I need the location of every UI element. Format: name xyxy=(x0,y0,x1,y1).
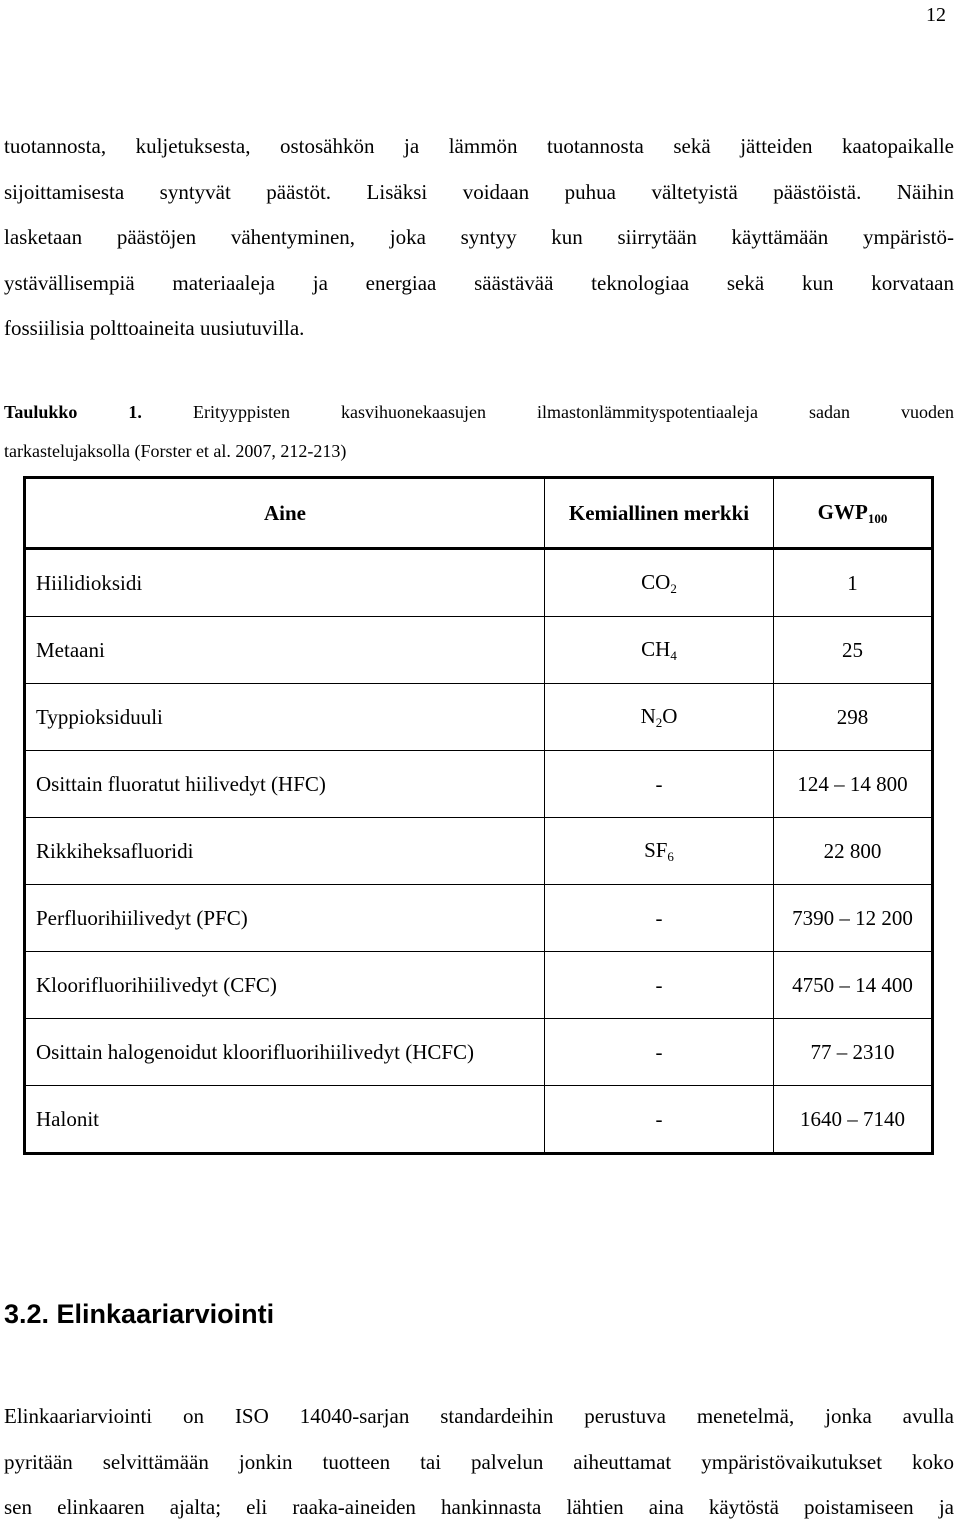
table-row xyxy=(25,751,933,818)
cell-gwp: 1640 – 7140 xyxy=(774,1086,933,1154)
cell-gwp: 25 xyxy=(774,617,933,684)
formula-base: CH xyxy=(641,636,671,661)
table-row xyxy=(25,617,933,684)
lca-line: Elinkaariarviointi on ISO 14040-sarjan standardeihin perustuva menetelmä, jonka avulla xyxy=(4,1404,954,1428)
table-row xyxy=(25,818,933,885)
section-heading: 3.2. Elinkaariarviointi xyxy=(4,1299,275,1329)
table-header-row xyxy=(25,478,933,549)
caption-text: Erityyppisten kasvihuonekaasujen ilmastonlämmityspotentiaaleja sadan vuoden xyxy=(192,402,954,422)
cell-substance: Kloorifluorihiilivedyt (CFC) xyxy=(25,952,545,1019)
caption-line-1 xyxy=(4,393,954,432)
page-number: 12 xyxy=(926,4,946,26)
cell-formula xyxy=(545,549,774,617)
intro-line: tuotannosta, kuljetuksesta, ostosähkön ja lämmön tuotannosta sekä jätteiden kaatopaikalle xyxy=(4,134,954,158)
cell-formula xyxy=(545,818,774,885)
cell-substance: Osittain halogenoidut kloorifluorihiilivedyt (HCFC) xyxy=(25,1019,545,1086)
header-gwp xyxy=(774,478,933,549)
caption-label: Taulukko 1. xyxy=(4,402,142,422)
cell-gwp: 124 – 14 800 xyxy=(774,751,933,818)
formula-base: - xyxy=(655,905,663,930)
formula-base: SF xyxy=(644,837,668,862)
formula-subscript: 4 xyxy=(670,647,677,663)
formula-subscript: 6 xyxy=(667,848,674,864)
cell-substance: Osittain fluoratut hiilivedyt (HFC) xyxy=(25,751,545,818)
formula-subscript: 2 xyxy=(670,580,677,596)
intro-paragraph xyxy=(4,124,954,352)
cell-gwp: 7390 – 12 200 xyxy=(774,885,933,952)
header-name: Aine xyxy=(25,478,545,549)
lca-line: pyritään selvittämään jonkin tuotteen tai palvelun aiheuttamat ympäristövaikutukset koko xyxy=(4,1449,954,1474)
formula-base: - xyxy=(655,972,663,997)
caption-line-2: tarkastelujaksolla (Forster et al. 2007, 212-213) xyxy=(4,441,347,461)
table-row xyxy=(25,952,933,1019)
table-body xyxy=(25,549,933,1154)
gwp-table xyxy=(23,476,934,1155)
cell-gwp: 77 – 2310 xyxy=(774,1019,933,1086)
table-row xyxy=(25,1086,933,1154)
intro-line: ystävällisempiä materiaaleja ja energiaa säästävää teknologiaa sekä kun korvataan xyxy=(4,270,954,295)
formula-base: - xyxy=(655,771,663,796)
intro-line: sijoittamisesta syntyvät päästöt. Lisäksi voidaan puhua vältetyistä päästöistä. Näihin xyxy=(4,179,954,204)
formula-subscript: 2 xyxy=(655,714,663,730)
header-gwp-sub: 100 xyxy=(867,510,888,526)
table-row xyxy=(25,885,933,952)
header-gwp-label: GWP xyxy=(817,499,868,524)
cell-formula xyxy=(545,684,774,751)
cell-substance: Rikkiheksafluoridi xyxy=(25,818,545,885)
formula-base: - xyxy=(655,1106,663,1131)
intro-line: fossiilisia polttoaineita uusiutuvilla. xyxy=(4,316,305,340)
formula-base: N xyxy=(640,703,656,728)
cell-formula xyxy=(545,751,774,818)
cell-formula xyxy=(545,617,774,684)
cell-gwp: 1 xyxy=(774,549,933,617)
lca-paragraph xyxy=(4,1394,954,1531)
cell-substance: Perfluorihiilivedyt (PFC) xyxy=(25,885,545,952)
cell-formula xyxy=(545,1086,774,1154)
cell-substance: Halonit xyxy=(25,1086,545,1154)
lca-line: sen elinkaaren ajalta; eli raaka-aineiden hankinnasta lähtien aina käytöstä poistamiseen ja xyxy=(4,1495,954,1519)
cell-gwp: 22 800 xyxy=(774,818,933,885)
cell-formula xyxy=(545,952,774,1019)
cell-gwp: 4750 – 14 400 xyxy=(774,952,933,1019)
formula-base: CO xyxy=(641,569,671,594)
table-row xyxy=(25,684,933,751)
table-caption xyxy=(4,393,954,471)
table-row xyxy=(25,549,933,617)
table-row xyxy=(25,1019,933,1086)
cell-formula xyxy=(545,1019,774,1086)
cell-substance: Metaani xyxy=(25,617,545,684)
cell-gwp: 298 xyxy=(774,684,933,751)
header-formula: Kemiallinen merkki xyxy=(545,478,774,549)
cell-substance: Hiilidioksidi xyxy=(25,549,545,617)
cell-formula xyxy=(545,885,774,952)
cell-substance: Typpioksiduuli xyxy=(25,684,545,751)
formula-suffix: O xyxy=(662,703,678,728)
intro-line: lasketaan päästöjen vähentyminen, joka syntyy kun siirrytään käyttämään ympäristö- xyxy=(4,225,954,249)
formula-base: - xyxy=(655,1039,663,1064)
